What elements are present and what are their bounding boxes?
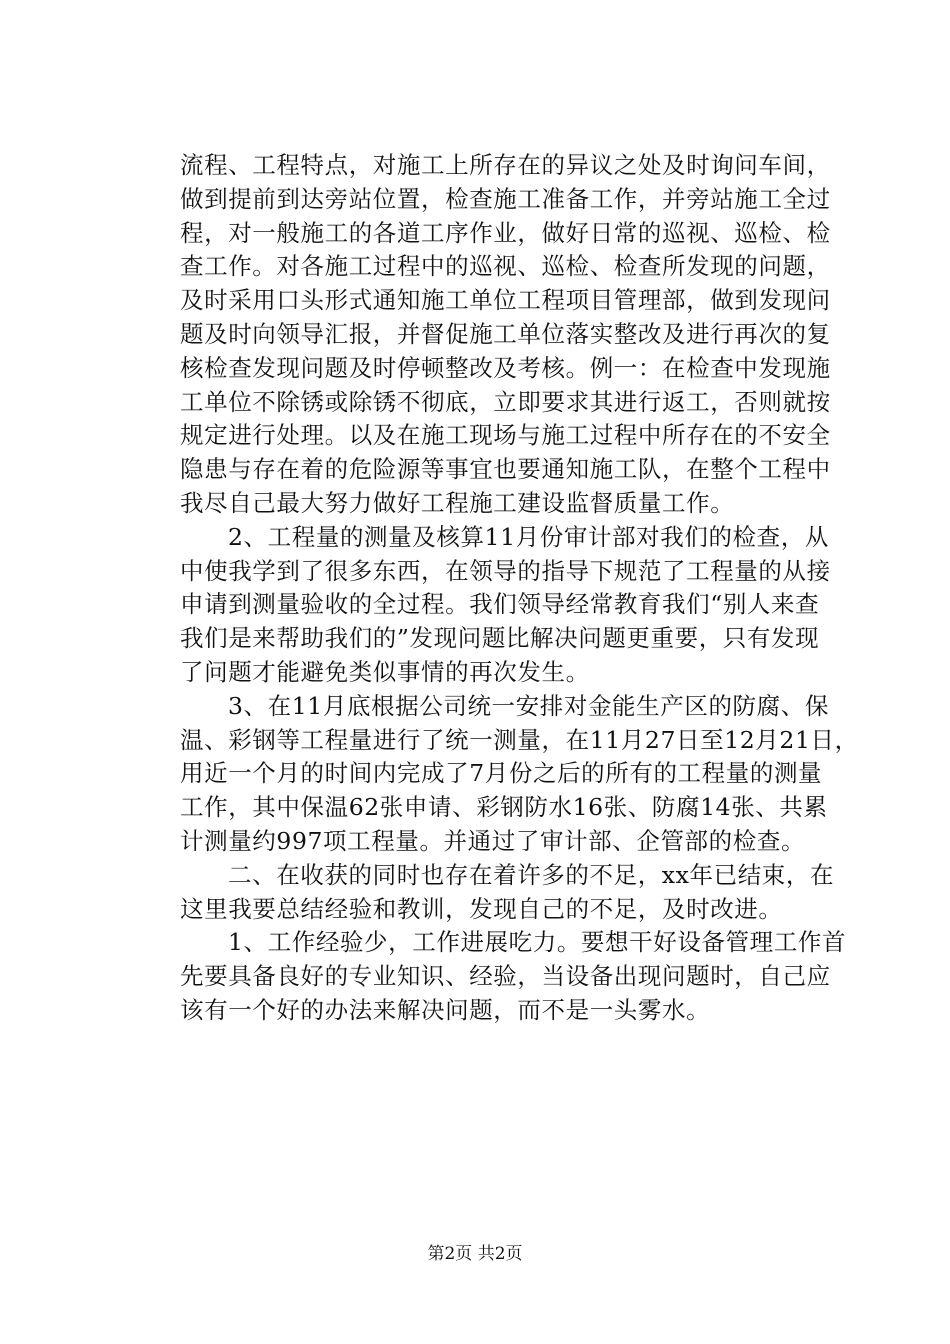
- paragraph-line: 了问题才能避免类似事情的再次发生。: [180, 657, 590, 686]
- paragraph-line: 工单位不除锈或除锈不彻底，立即要求其进行返工，否则就按: [180, 387, 831, 416]
- paragraph-line: 查工作。对各施工过程中的巡视、巡检、检查所发现的问题，: [180, 252, 831, 281]
- paragraph-line: 核检查发现问题及时停顿整改及考核。例一：在检查中发现施: [180, 353, 831, 382]
- paragraph-line: 该有一个好的办法来解决问题，而不是一头雾水。: [180, 995, 711, 1024]
- paragraph-line: 申请到测量验收的全过程。我们领导经常教育我们“别人来查: [180, 590, 820, 619]
- paragraph-line: 我们是来帮助我们的”发现问题比解决问题更重要，只有发现: [180, 624, 820, 653]
- paragraph-line: 工作，其中保温62张申请、彩钢防水16张、防腐14张、共累: [180, 793, 828, 822]
- paragraph-line: 先要具备良好的专业知识、经验，当设备出现问题时，自己应: [180, 962, 831, 991]
- paragraph-line: 用近一个月的时间内完成了7月份之后的所有的工程量的测量: [180, 759, 823, 788]
- paragraph-line: 及时采用口头形式通知施工单位工程项目管理部，做到发现问: [180, 286, 831, 315]
- paragraph-line: 3、在11月底根据公司统一安排对金能生产区的防腐、保: [228, 691, 829, 720]
- paragraph-line: 隐患与存在着的危险源等事宜也要通知施工队，在整个工程中: [180, 455, 831, 484]
- paragraph-line: 2、工程量的测量及核算11月份审计部对我们的检查，从: [228, 522, 829, 551]
- paragraph-line: 1、工作经验少，工作进展吃力。要想干好设备管理工作首: [228, 928, 847, 957]
- paragraph-line: 温、彩钢等工程量进行了统一测量，在11月27日至12月21日，: [180, 725, 859, 754]
- page-footer: 第2页 共2页: [427, 1244, 523, 1264]
- paragraph-line: 题及时向领导汇报，并督促施工单位落实整改及进行再次的复: [180, 319, 831, 348]
- paragraph-line: 这里我要总结经验和教训，发现自己的不足，及时改进。: [180, 894, 783, 923]
- paragraph-line: 做到提前到达旁站位置，检查施工准备工作，并旁站施工全过: [180, 184, 831, 213]
- paragraph-line: 计测量约997项工程量。并通过了审计部、企管部的检查。: [180, 826, 806, 855]
- paragraph-line: 二、在收获的同时也存在着许多的不足，xx年已结束，在: [228, 860, 835, 889]
- document-body: [180, 149, 859, 1028]
- paragraph-line: 我尽自己最大努力做好工程施工建设监督质量工作。: [180, 488, 735, 517]
- paragraph-line: 流程、工程特点，对施工上所存在的异议之处及时询问车间，: [180, 151, 831, 179]
- paragraph-line: 中使我学到了很多东西，在领导的指导下规范了工程量的从接: [180, 556, 831, 585]
- paragraph-line: 规定进行处理。以及在施工现场与施工过程中所存在的不安全: [180, 421, 831, 450]
- paragraph-line: 程，对一般施工的各道工序作业，做好日常的巡视、巡检、检: [180, 218, 831, 247]
